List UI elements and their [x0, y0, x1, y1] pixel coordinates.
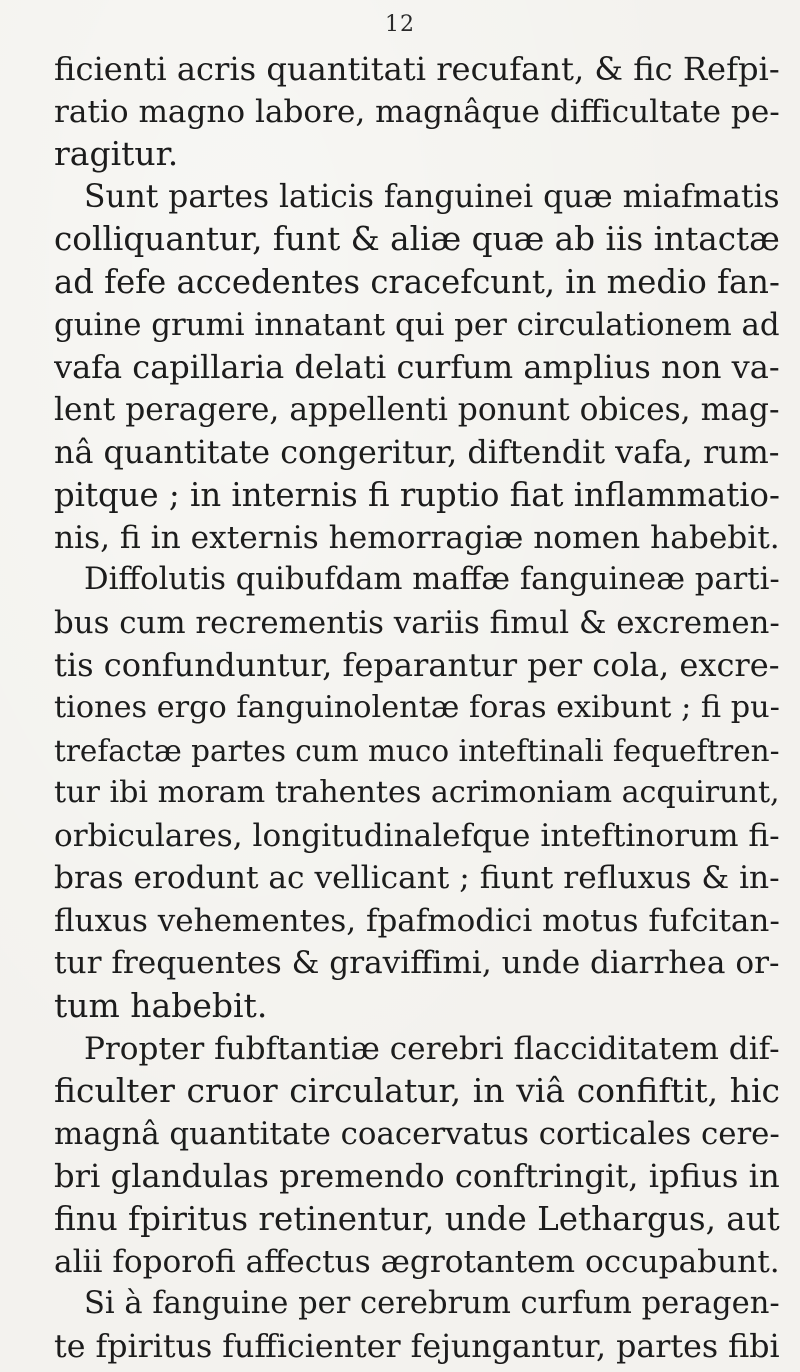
- text-line: tur ibi moram trahentes acrimoniam acquirunt,: [54, 775, 780, 811]
- text-line: colliquantur, funt & aliæ quæ ab iis intactæ: [54, 220, 780, 259]
- text-line: Propter fubftantiæ cerebri flacciditatem dif-: [84, 1030, 780, 1067]
- text-line: nis, fi in externis hemorragiæ nomen habebit.: [54, 519, 780, 556]
- text-line: ratio magno labore, magnâque difficultate pe-: [54, 93, 780, 130]
- text-line: guine grumi innatant qui per circulationem ad: [54, 306, 780, 343]
- text-line: tis confunduntur, feparantur per cola, excre-: [54, 646, 780, 685]
- text-line: te fpiritus fufficienter fejungantur, partes fibi: [54, 1328, 780, 1365]
- text-line: bri glandulas premendo conftringit, ipfius in: [54, 1157, 780, 1196]
- text-line: bras erodunt ac vellicant ; fiunt refluxus & in-: [54, 860, 780, 897]
- text-line: fluxus vehementes, fpafmodici motus fufcitan-: [54, 902, 780, 939]
- text-line: Si à fanguine per cerebrum curfum peragen-: [84, 1286, 780, 1322]
- text-line: vafa capillaria delati curfum amplius non va-: [54, 348, 780, 387]
- text-line: ragitur.: [54, 134, 179, 174]
- page-number: 12: [385, 12, 415, 37]
- text-line: bus cum recrementis variis fimul & excremen-: [54, 604, 780, 641]
- text-line: finu fpiritus retinentur, unde Lethargus, aut: [54, 1200, 780, 1239]
- text-line: Diffolutis quibufdam maffæ fanguineæ parti-: [84, 562, 780, 598]
- text-line: magnâ quantitate coacervatus corticales cere-: [54, 1115, 780, 1152]
- text-line: ficienti acris quantitati recufant, & fic Refpi-: [54, 50, 780, 88]
- text-line: alii foporofi affectus ægrotantem occupabunt.: [54, 1243, 780, 1280]
- text-line: tur frequentes & graviffimi, unde diarrhea or-: [54, 945, 780, 982]
- text-line: pitque ; in internis fi ruptio fiat inflammatio-: [54, 475, 780, 514]
- text-line: tiones ergo fanguinolentæ foras exibunt ; fi pu-: [54, 689, 780, 725]
- text-line: trefactæ partes cum muco inteftinali fequeftren-: [54, 733, 780, 768]
- body-text: [54, 48, 780, 1368]
- text-line: ad fefe accedentes cracefcunt, in medio fan-: [54, 262, 780, 301]
- text-line: tum habebit.: [54, 986, 268, 1026]
- text-line: nâ quantitate congeritur, diftendit vafa, rum-: [54, 433, 780, 472]
- text-line: lent peragere, appellenti ponunt obices, mag-: [54, 391, 780, 428]
- text-line: Sunt partes laticis fanguinei quæ miafmatis: [84, 178, 780, 215]
- text-line: orbiculares, longitudinalefque inteftinorum fi-: [54, 817, 780, 854]
- text-line: ficulter cruor circulatur, in viâ confiftit, hic: [54, 1071, 780, 1111]
